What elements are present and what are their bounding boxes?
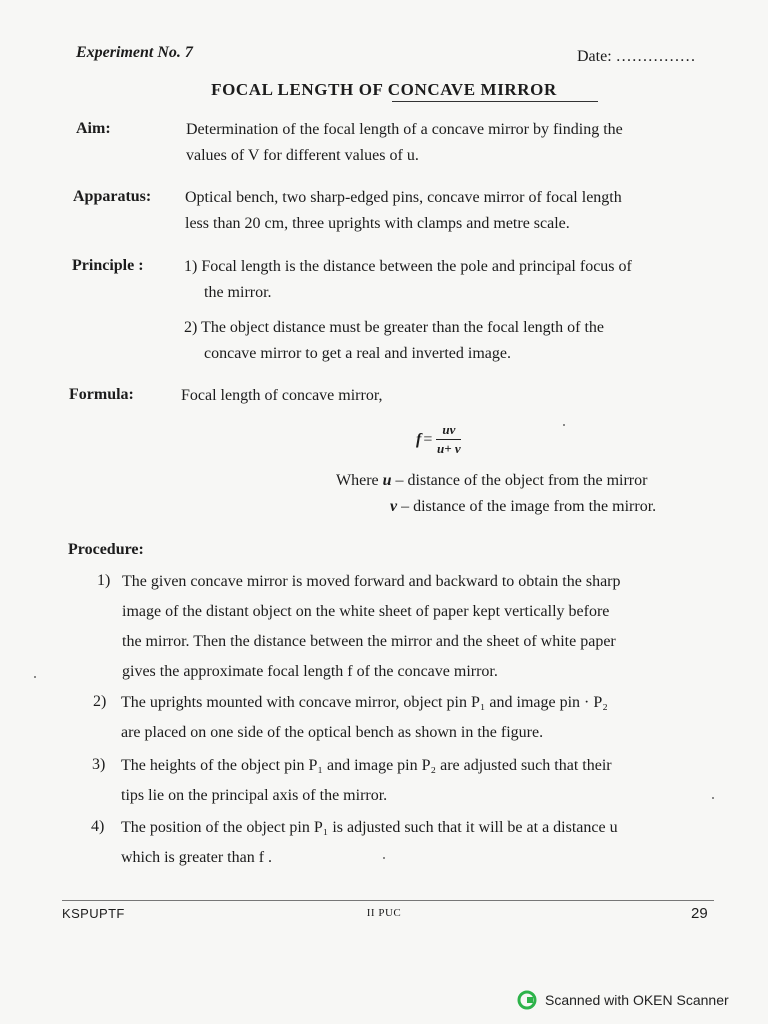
step-1-line-2: image of the distant object on the white sheet of paper kept vertically before: [122, 603, 610, 620]
footer-divider: [62, 900, 714, 901]
formula-intro: Focal length of concave mirror,: [181, 387, 383, 404]
step-4-number: 4): [91, 818, 105, 835]
title-underline: [392, 101, 598, 102]
step-1-number: 1): [97, 572, 111, 589]
scan-speck: [34, 676, 36, 678]
principle-1-line-1: 1) Focal length is the distance between the pole and principal focus of: [184, 258, 632, 275]
step-2-line-1: The uprights mounted with concave mirror, object pin P₁ and image pin · P₂: [121, 694, 608, 711]
apparatus-line-2: less than 20 cm, three uprights with clamps and metre scale.: [185, 215, 570, 232]
where-u-line: [336, 468, 647, 494]
aim-line-1: Determination of the focal length of a concave mirror by finding the: [186, 121, 623, 138]
where-prefix: Where: [336, 472, 379, 489]
scanner-watermark-text: Scanned with OKEN Scanner: [545, 992, 729, 1008]
apparatus-label: Apparatus:: [73, 188, 152, 205]
apparatus-line-1: Optical bench, two sharp-edged pins, concave mirror of focal length: [185, 189, 622, 206]
procedure-label: Procedure:: [68, 541, 144, 558]
step-2-line-2: are placed on one side of the optical bench as shown in the figure.: [121, 724, 544, 741]
u-description: – distance of the object from the mirror: [391, 472, 648, 489]
step-1-line-1: The given concave mirror is moved forward and backward to obtain the sharp: [122, 573, 621, 590]
step-1-line-3: the mirror. Then the distance between the mirror and the sheet of white paper: [122, 633, 616, 650]
principle-1-line-2: the mirror.: [204, 284, 272, 301]
principle-label: Principle :: [72, 257, 144, 274]
formula-fraction: [436, 422, 461, 457]
u-symbol: u: [382, 472, 392, 489]
v-symbol: v: [390, 498, 398, 515]
scan-speck: [383, 857, 385, 859]
step-3-number: 3): [92, 756, 106, 773]
focal-length-formula: [416, 422, 461, 457]
formula-denominator: u+ v: [437, 441, 461, 456]
scan-speck: [563, 424, 565, 426]
where-v-line: [390, 494, 656, 520]
page-title: FOCAL LENGTH OF CONCAVE MIRROR: [211, 80, 557, 99]
step-4-line-2: which is greater than f .: [121, 849, 273, 866]
footer-class: II PUC: [366, 907, 402, 919]
formula-lhs: f: [416, 430, 422, 448]
experiment-number: Experiment No. 7: [76, 44, 193, 61]
step-3-line-1: The heights of the object pin P₁ and image pin P₂ are adjusted such that their: [121, 757, 612, 774]
principle-2-line-2: concave mirror to get a real and inverted image.: [204, 345, 511, 362]
aim-label: Aim:: [76, 120, 111, 137]
footer-publisher: KSPUPTF: [62, 906, 125, 921]
scanner-watermark: [517, 990, 729, 1010]
step-1-line-4: gives the approximate focal length f of the concave mirror.: [122, 663, 498, 680]
principle-2-line-1: 2) The object distance must be greater than the focal length of the: [184, 319, 604, 336]
page-number: 29: [691, 905, 708, 922]
step-3-line-2: tips lie on the principal axis of the mirror.: [121, 787, 388, 804]
v-description: – distance of the image from the mirror.: [397, 498, 657, 515]
formula-label: Formula:: [69, 386, 134, 403]
step-4-line-1: The position of the object pin P₁ is adjusted such that it will be at a distance u: [121, 819, 618, 836]
formula-numerator: uv: [436, 422, 461, 440]
aim-line-2: values of V for different values of u.: [186, 147, 419, 164]
scanner-logo-icon: [517, 990, 537, 1010]
step-2-number: 2): [93, 693, 107, 710]
formula-equals: =: [423, 430, 433, 448]
date-field: Date: ……………: [577, 48, 696, 65]
scan-speck: [712, 797, 714, 799]
